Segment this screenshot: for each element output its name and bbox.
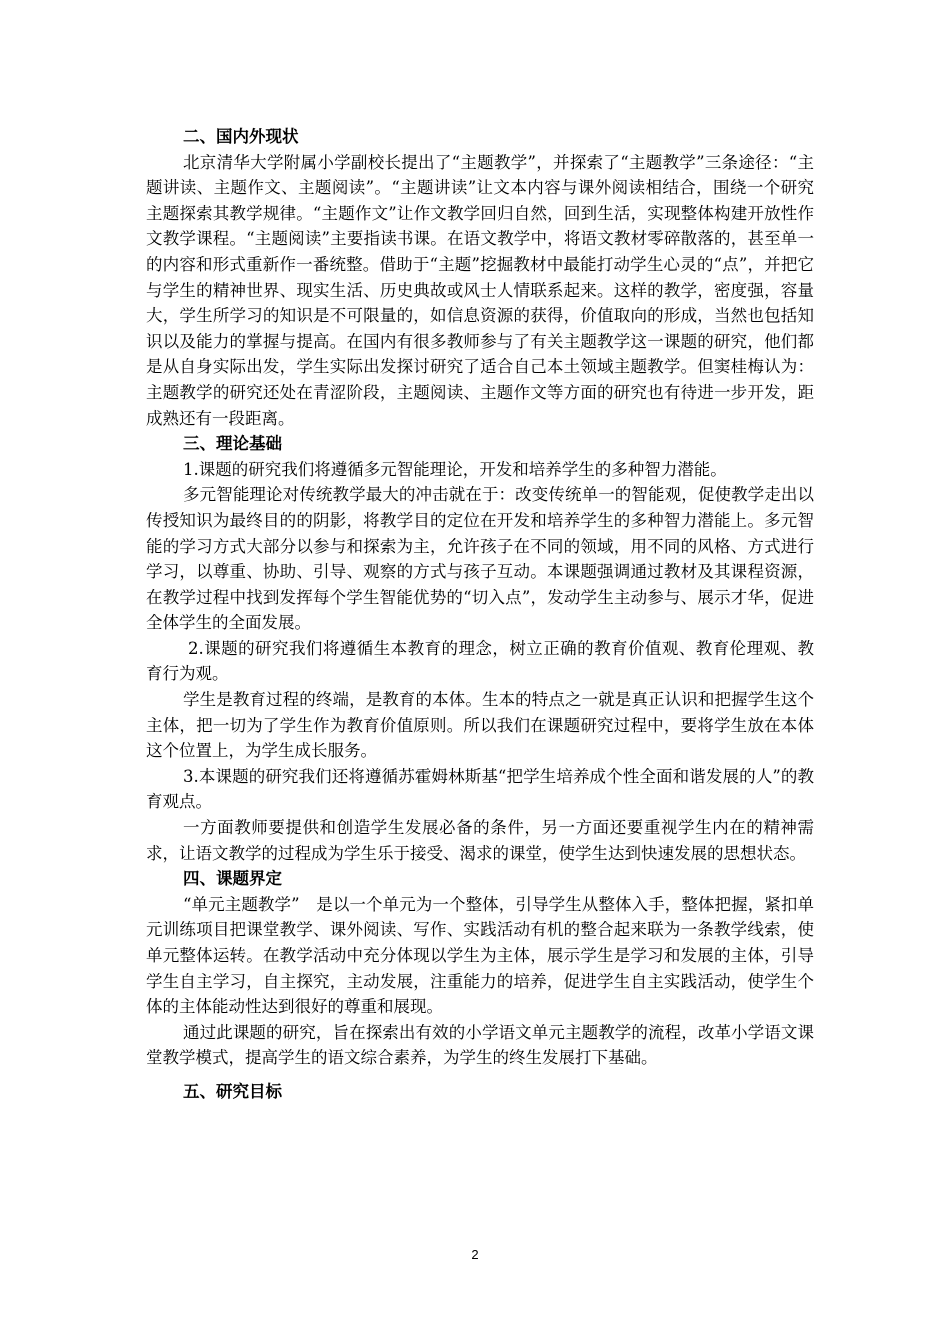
paragraph: 通过此课题的研究，旨在探索出有效的小学语文单元主题教学的流程，改革小学语文课堂教学模式，提高学生的语文综合素养，为学生的终生发展打下基础。 [146, 1022, 814, 1068]
paragraph: 一方面教师要提供和创造学生发展必备的条件，另一方面还要重视学生内在的精神需求，让语文教学的过程成为学生乐于接受、渴求的课堂，使学生达到快速发展的思想状态。 [146, 818, 814, 863]
section-current-status [146, 124, 814, 431]
section-heading: 二、国内外现状 [183, 127, 299, 146]
paragraph: 学生是教育过程的终端，是教育的本体。生本的特点之一就是真正认识和把握学生这个主体，把一切为了学生作为教育价值原则。所以我们在课题研究过程中，要将学生放在本体这个位置上，为学生成长服务。 [146, 690, 814, 761]
section-topic-definition [146, 866, 814, 1071]
paragraph: 2.课题的研究我们将遵循生本教育的理念，树立正确的教育价值观、教育伦理观、教育行为观。 [146, 638, 814, 684]
paragraph: “单元主题教学” 是以一个单元为一个整体，引导学生从整体入手，整体把握，紧扣单元训练项目把课堂教学、课外阅读、写作、实践活动有机的整合起来联为一条教学线索，使单元整体运转。在教学活动中充分体现以学生为主体，展示学生是学习和发展的主体，引导学生自主学习，自主探究，主动发展，注重能力的培养，促进学生自主实践活动，使学生个体的主体能动性达到很好的尊重和展现。 [146, 894, 814, 1017]
paragraph: 北京清华大学附属小学副校长提出了“主题教学”，并探索了“主题教学”三条途径：“主题讲读、主题作文、主题阅读”。“主题讲读”让文本内容与课外阅读相结合，围绕一个研究主题探索其教学规律。“主题作文”让作文教学回归自然，回到生活，实现整体构建开放性作文教学课程。“主题阅读”主要指读书课。在语文教学中，将语文教材零碎散落的，甚至单一的内容和形式重新作一番统整。借助于“主题”挖掘教材中最能打动学生心灵的“点”，并把它与学生的精神世界、现实生活、历史典故或风士人情联系起来。这样的教学，密度强，容量大，学生所学习的知识是不可限量的，如信息资源的获得，价值取向的形成，当然也包括知识以及能力的掌握与提高。在国内有很多教师参与了有关主题教学这一课题的研究，他们都是从自身实际出发，学生实际出发探讨研究了适合自己本土领域主题教学。但窦桂梅认为：主题教学的研究还处在青涩阶段，主题阅读、主题作文等方面的研究也有待进一步开发，距成熟还有一段距离。 [146, 152, 814, 428]
paragraph: 3.本课题的研究我们还将遵循苏霍姆林斯基“把学生培养成个性全面和谐发展的人”的教育观点。 [146, 766, 814, 812]
section-heading: 三、理论基础 [183, 434, 282, 454]
section-heading: 四、课题界定 [183, 869, 282, 889]
paragraph: 多元智能理论对传统教学最大的冲击就在于：改变传统单一的智能观，促使教学走出以传授知识为最终目的的阴影，将教学目的定位在开发和培养学生的多种智力潜能上。多元智能的学习方式大部分以参与和探索为主，允许孩子在不同的领域，用不同的风格、方式进行学习，以尊重、协助、引导、观察的方式与孩子互动。本课题强调通过教材及其课程资源，在教学过程中找到发挥每个学生智能优势的“切入点”，发动学生主动参与、展示才华，促进全体学生的全面发展。 [146, 485, 814, 633]
section-theoretical-basis [146, 431, 814, 866]
paragraph: 1.课题的研究我们将遵循多元智能理论，开发和培养学生的多种智力潜能。 [183, 459, 727, 479]
section-research-goals [146, 1079, 814, 1105]
document-page [146, 124, 814, 1105]
section-heading: 五、研究目标 [183, 1081, 282, 1101]
page-number: 2 [471, 1247, 479, 1262]
